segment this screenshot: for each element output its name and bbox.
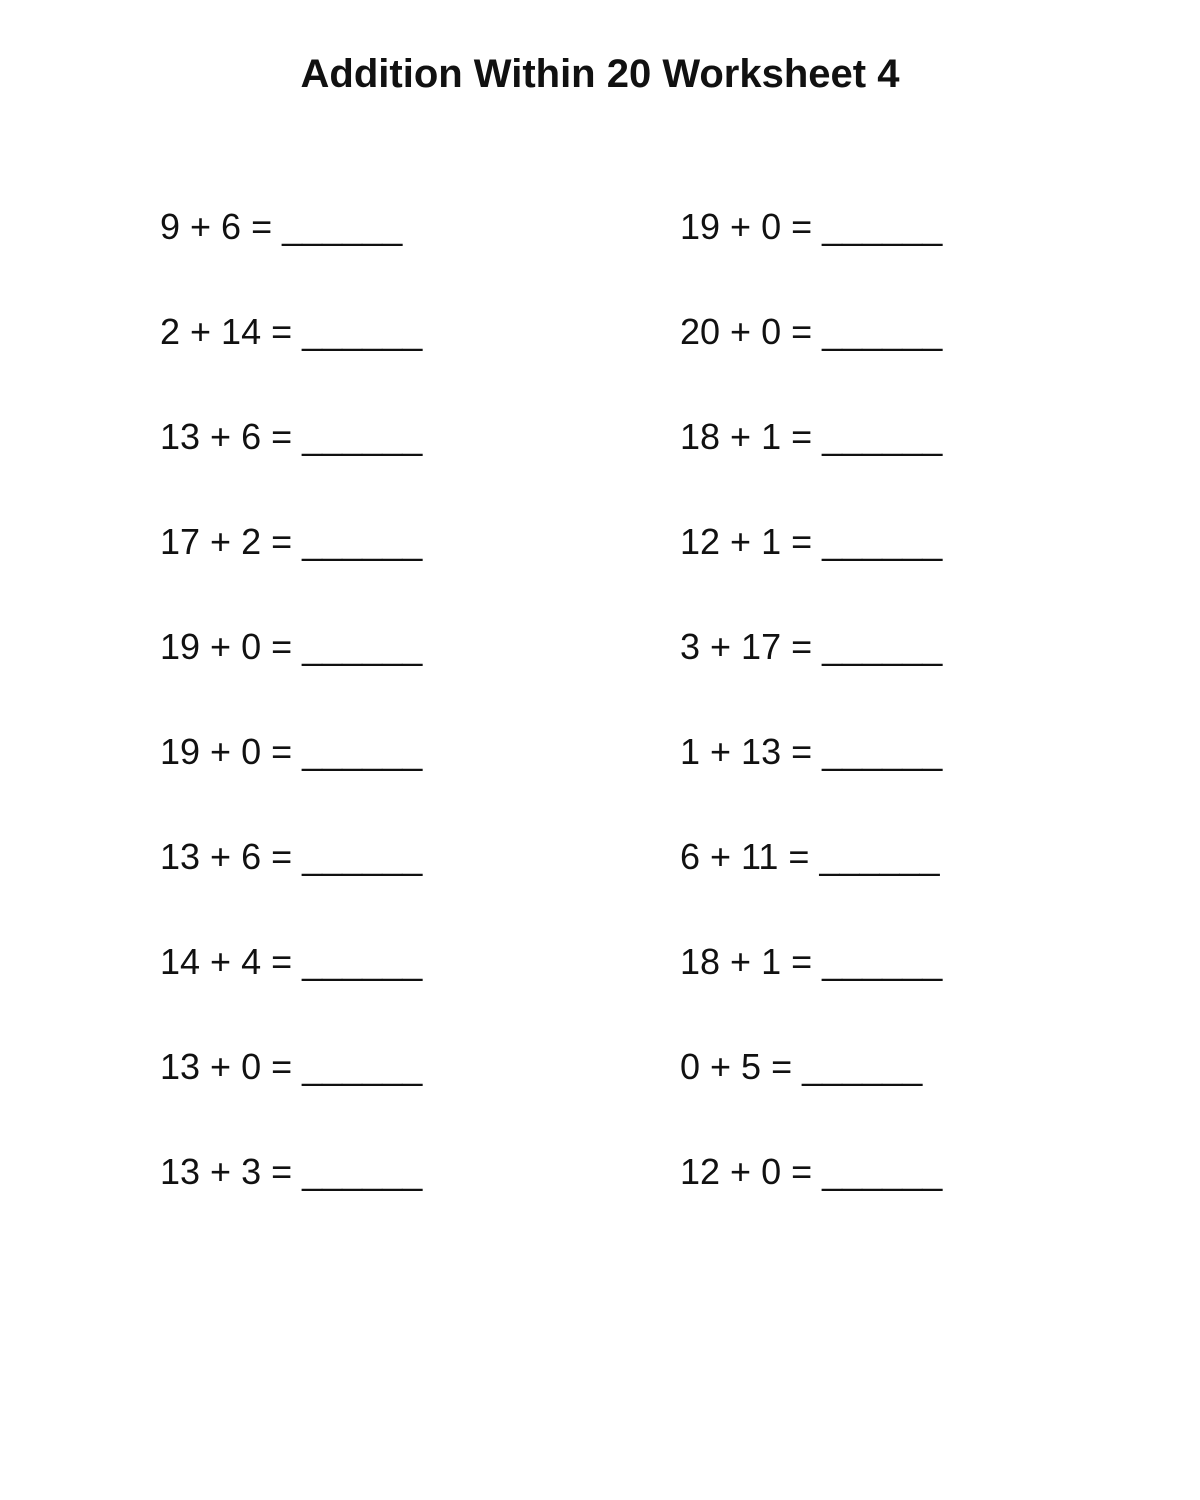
problem-item: 3 + 17 = ______ — [680, 626, 943, 667]
problem-item: 17 + 2 = ______ — [160, 521, 423, 562]
problem-item: 19 + 0 = ______ — [160, 731, 423, 772]
problem-item: 9 + 6 = ______ — [160, 206, 403, 247]
problem-item: 19 + 0 = ______ — [160, 626, 423, 667]
problem-item: 2 + 14 = ______ — [160, 311, 423, 352]
problem-item: 13 + 0 = ______ — [160, 1046, 423, 1087]
problem-item: 13 + 3 = ______ — [160, 1151, 423, 1192]
problem-item: 6 + 11 = ______ — [680, 836, 940, 877]
problem-item: 0 + 5 = ______ — [680, 1046, 923, 1087]
problem-item: 20 + 0 = ______ — [680, 311, 943, 352]
problem-item: 12 + 0 = ______ — [680, 1151, 943, 1192]
problem-item: 19 + 0 = ______ — [680, 206, 943, 247]
problem-item: 12 + 1 = ______ — [680, 521, 943, 562]
problem-item: 13 + 6 = ______ — [160, 836, 423, 877]
problem-item: 18 + 1 = ______ — [680, 941, 943, 982]
problem-item: 1 + 13 = ______ — [680, 731, 943, 772]
worksheet-title: Addition Within 20 Worksheet 4 — [300, 52, 900, 96]
problem-item: 13 + 6 = ______ — [160, 416, 423, 457]
problem-grid — [160, 205, 1060, 1255]
problem-item: 18 + 1 = ______ — [680, 416, 943, 457]
problem-item: 14 + 4 = ______ — [160, 941, 423, 982]
